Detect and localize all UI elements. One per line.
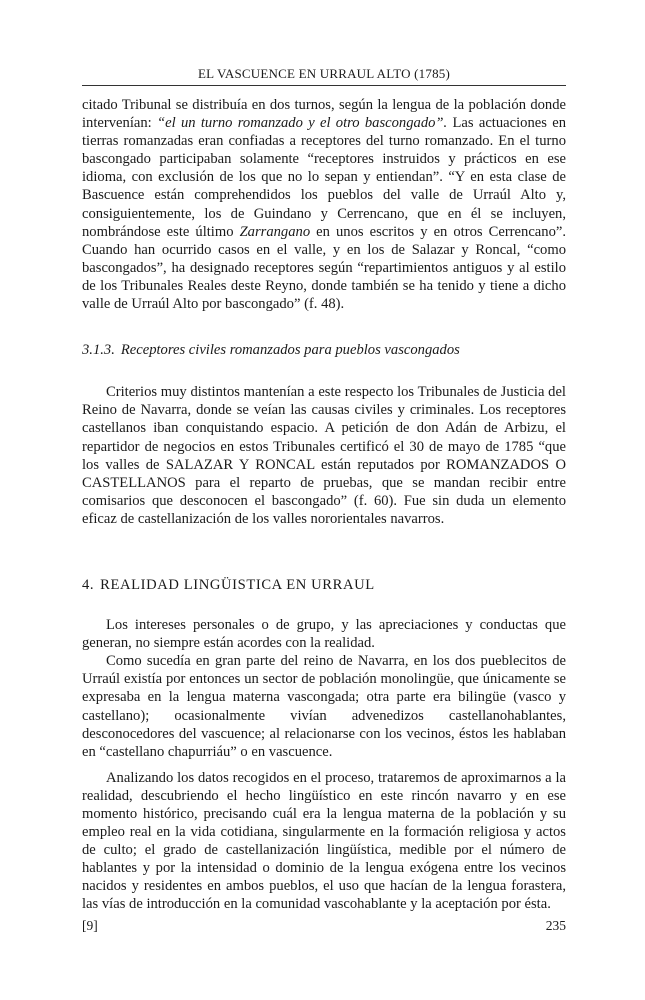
body-text xyxy=(82,96,566,914)
subsection-title: Receptores civiles romanzados para pueblos vascongados xyxy=(120,342,460,359)
section-title: REALIDAD LINGÜISTICA EN URRAUL xyxy=(100,576,375,593)
paragraph: Como sucedía en gran parte del reino de Navarra, en los dos pueblecitos de Urraúl existía por entonces un sector de población monolingüe, que únicamente se expresaba en la lengua materna vascongada; otra parte era bilingüe (vasco y castellano); ocasionalmente vivían advenedizos castellanohablantes, desconocedores del vascuence; al relacionarse con los vecinos, éstos les hablaban en “castellano chapurriáu” o en vascuence. xyxy=(82,653,566,760)
p1-text-c: en unos escritos y en otros Cerrencano”. Cuando han ocurrido casos en el valle, y en los de Salazar y Roncal, “como bascongados”, ha designado receptores según “repartimientos antiguos y al estilo de los Tribunales Reales deste Reyno, donde también se ha tenido y tiene a dicho valle de Urraúl Alto por bascongado” (f. 48). xyxy=(82,223,566,313)
section-number: 4. xyxy=(82,576,95,593)
p1-text-a: citado Tribunal se distribuía en dos turnos, según la lengua de la población donde intervenían: xyxy=(82,97,566,132)
p1-quote: “el un turno romanzado y el otro bascongado”. xyxy=(157,115,448,132)
section-heading xyxy=(82,576,566,594)
subsection-heading xyxy=(82,341,566,359)
header-rule xyxy=(82,85,566,86)
page-number: 235 xyxy=(545,918,566,933)
footer-section-ref: [9] xyxy=(82,918,98,933)
running-header: EL VASCUENCE EN URRAUL ALTO (1785) xyxy=(197,66,450,81)
subsection-number: 3.1.3. xyxy=(82,342,115,359)
paragraph: Los intereses personales o de grupo, y las apreciaciones y conductas que generan, no siempre están acordes con la realidad. xyxy=(82,617,566,652)
paragraph: Analizando los datos recogidos en el proceso, trataremos de aproximarnos a la realidad, descubriendo el hecho lingüístico en este rincón navarro y en ese momento histórico, precisando cuál era la lengua materna de la población y su empleo real en la vida cotidiana, singularmente en la formación religiosa y actos de culto; el grado de castellanización lingüística, medible por el número de hablantes y por la intensidad o dominio de la lengua exógena entre los vecinos nacidos y residentes en ambos pueblos, el uso que hacían de la lengua forastera, las vías de introducción en la comunidad vascohablante y la aceptación por ésta. xyxy=(82,769,566,913)
paragraph-continued xyxy=(82,96,566,313)
paragraph: Criterios muy distintos mantenían a este respecto los Tribunales de Justicia del Reino de Navarra, donde se veían las causas civiles y criminales. Los receptores castellanos iban conquistando espacio. A petición de don Adán de Arbizu, el repartidor de negocios en estos Tribunales certificó el 30 de mayo de 1785 “que los valles de SALAZAR Y RONCAL están reputados por ROMANZADOS O CASTELLANOS para el reparto de pruebas, que se mandan recibir entre comisarios que desconocen el bascongado” (f. 60). Fue sin duda un elemento eficaz de castellanización de los valles nororientales navarros. xyxy=(82,384,566,527)
p1-name: Zarrangano xyxy=(239,223,311,240)
p1-text-b: Las actuaciones en tierras romanzadas eran confiadas a receptores del turno romanzado. En el turno bascongado participaban solamente “receptores instruidos y prácticos en ese idioma, con exclusión de los que no lo sepan y entiendan”. “Y en esta clase de Bascuence están comprehendidos los pueblos del valle de Urraúl Alto y, consiguientemente, los de Guindano y Cerrencano, que en él se incluyen, nombrándose este último xyxy=(82,115,566,240)
